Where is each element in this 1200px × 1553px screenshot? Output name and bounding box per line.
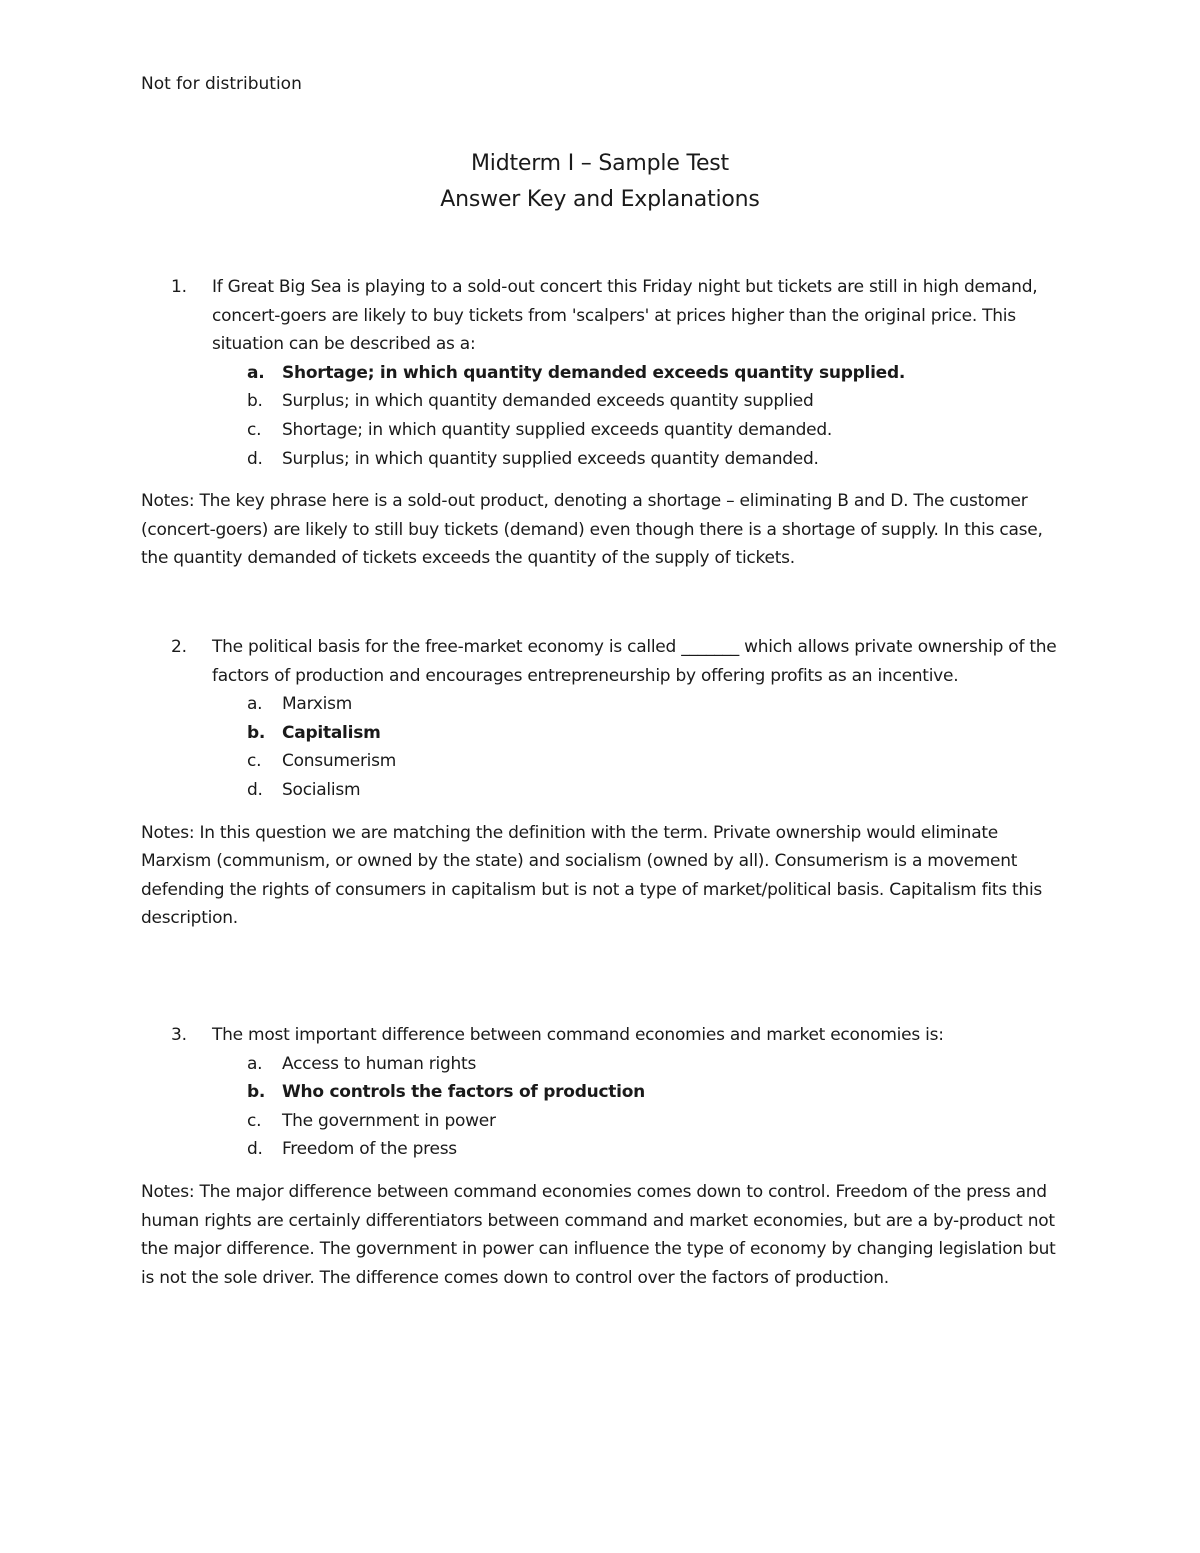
question-3 [141,1021,1061,1292]
answer-options [141,1050,1061,1164]
option-a [141,1050,1061,1079]
option-text: Socialism [282,779,361,800]
option-c [141,416,1061,445]
option-letter: a. [247,362,265,383]
option-text: The government in power [282,1110,496,1131]
option-letter: a. [247,1053,263,1074]
option-letter: c. [247,751,262,772]
question-2 [141,633,1061,933]
question-text: The political basis for the free-market economy is called _______ which allows private ownership of the factors of production and encourages entrepreneurship by offering profits as an incentive. [212,637,1057,686]
title-line-2: Answer Key and Explanations [440,187,760,212]
option-b-correct [141,1078,1061,1107]
option-b-correct [141,719,1061,748]
option-text: Surplus; in which quantity supplied exceeds quantity demanded. [282,448,819,469]
option-a-correct [141,359,1061,388]
option-c [141,1107,1061,1136]
option-letter: b. [247,391,263,412]
question-text: The most important difference between command economies and market economies is: [212,1025,944,1045]
question-stem [141,1021,1061,1050]
option-text: Capitalism [282,722,381,743]
document-title [0,146,1200,218]
option-letter: c. [247,419,262,440]
question-stem [141,633,1061,690]
option-letter: c. [247,1110,262,1131]
option-d [141,776,1061,805]
option-letter: b. [247,1082,266,1103]
distribution-note: Not for distribution [141,74,302,94]
option-a [141,690,1061,719]
option-text: Freedom of the press [282,1139,457,1160]
option-text: Who controls the factors of production [282,1082,646,1103]
option-text: Consumerism [282,751,397,772]
option-d [141,445,1061,474]
option-d [141,1135,1061,1164]
title-line-1: Midterm I – Sample Test [471,151,729,176]
question-number: 1. [171,277,187,297]
option-letter: a. [247,694,263,715]
answer-options [141,690,1061,804]
option-text: Shortage; in which quantity supplied exceeds quantity demanded. [282,419,833,440]
question-stem [141,273,1061,359]
option-text: Surplus; in which quantity demanded exceeds quantity supplied [282,391,814,412]
option-text: Access to human rights [282,1053,477,1074]
option-letter: d. [247,448,263,469]
option-letter: b. [247,722,266,743]
answer-options [141,359,1061,473]
option-letter: d. [247,1139,263,1160]
option-c [141,747,1061,776]
question-number: 3. [171,1025,187,1045]
explanation-notes: Notes: The major difference between command economies comes down to control. Freedom of the press and human rights are certainly differentiators between command and market economies, but are a by-product not the major difference. The government in power can influence the type of economy by changing legislation but is not the sole driver. The difference comes down to control over the factors of production. [141,1181,1056,1288]
question-1 [141,273,1061,573]
explanation-notes: Notes: The key phrase here is a sold-out product, denoting a shortage – eliminating B and D. The customer (concert-goers) are likely to still buy tickets (demand) even though there is a shortage of supply. In this case, the quantity demanded of tickets exceeds the quantity of the supply of tickets. [141,491,1043,569]
option-text: Shortage; in which quantity demanded exceeds quantity supplied. [282,362,906,383]
option-letter: d. [247,779,263,800]
explanation-notes: Notes: In this question we are matching the definition with the term. Private ownership would eliminate Marxism (communism, or owned by the state) and socialism (owned by all). Consumerism is a movement defending the rights of consumers in capitalism but is not a type of market/political basis. Capitalism fits this description. [141,822,1043,929]
question-number: 2. [171,637,187,657]
question-text: If Great Big Sea is playing to a sold-out concert this Friday night but tickets are still in high demand, concert-goers are likely to buy tickets from 'scalpers' at prices higher than the original price. This situation can be described as a: [212,277,1038,355]
option-b [141,387,1061,416]
option-text: Marxism [282,694,353,715]
